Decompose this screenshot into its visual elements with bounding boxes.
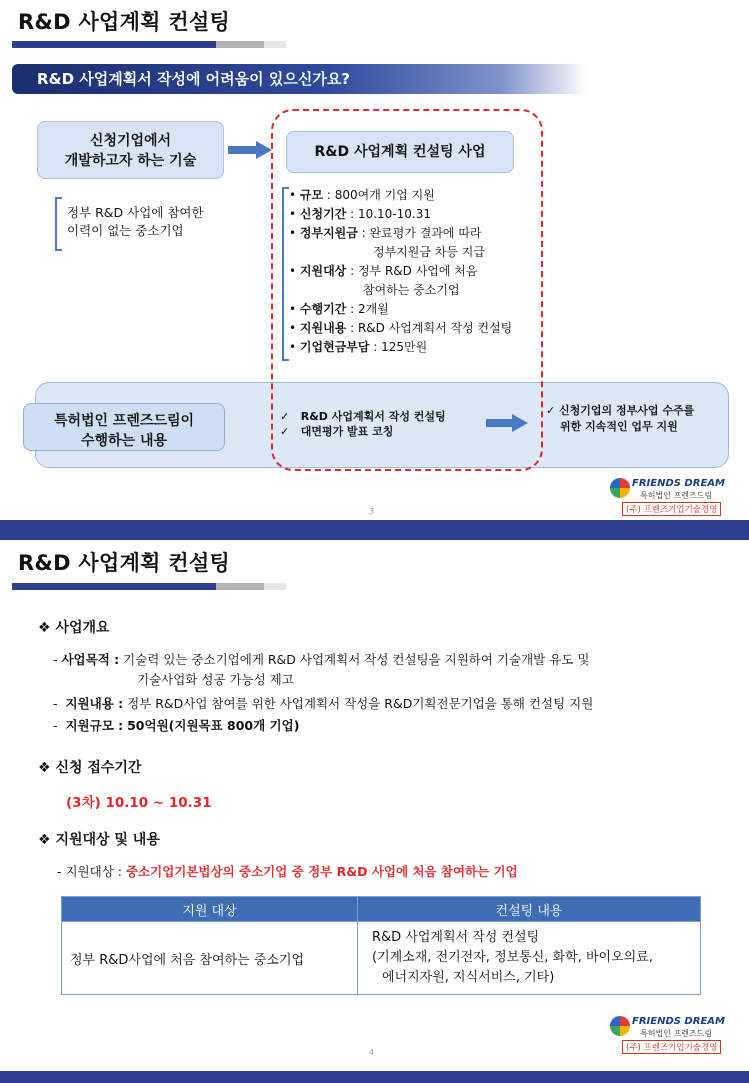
program-detail-label: 기업현금부담 — [299, 340, 370, 354]
question-banner: R&D 사업계획서 작성에 어려움이 있으신가요? — [12, 64, 587, 94]
table-cell-content — [358, 922, 701, 995]
check-icon: ✓ — [280, 425, 301, 438]
section-overview-title: 사업개요 — [55, 620, 110, 636]
content-line3: 에너지자원, 지식서비스, 기타) — [382, 970, 555, 985]
diamond-bullet-icon: ❖ — [38, 760, 56, 776]
program-detail-label: 수행기간 — [299, 302, 347, 316]
friends-dream-logo — [610, 478, 728, 518]
eligibility-note-line2: 이력이 없는 중소기업 — [67, 223, 184, 238]
right-arrow-icon — [486, 414, 528, 432]
title-underline-light — [264, 41, 286, 48]
section-target-title: 지원대상 및 내용 — [55, 832, 160, 848]
logo-mark-icon — [610, 1016, 630, 1036]
bullet-icon: • — [289, 340, 300, 354]
program-detail-label: 신청기간 — [299, 207, 347, 221]
program-detail-label: 지원대상 — [299, 264, 347, 278]
purpose-text: 기술력 있는 중소기업에게 R&D 사업계획서 작성 컨설팅을 지원하여 기술개발 유도 및 — [123, 652, 590, 667]
program-detail-value: : 800여개 기업 지원 — [323, 188, 435, 202]
program-detail-value: : 10.10-10.31 — [346, 207, 431, 221]
logo-company: (주) 프렌즈기업기술경영 — [622, 502, 721, 516]
friends-role-line2: 수행하는 내용 — [80, 433, 168, 449]
purpose-label: 사업목적 : — [61, 652, 120, 667]
details-bracket — [282, 187, 289, 361]
friends-role-box — [23, 403, 225, 451]
bullet-icon: • — [289, 302, 300, 316]
diamond-bullet-icon: ❖ — [38, 832, 56, 848]
program-detail-item — [289, 186, 539, 205]
logo-brand: FRIENDS DREAM — [632, 1016, 725, 1027]
program-detail-label: 규모 — [299, 188, 324, 202]
title-underline-gray — [216, 583, 264, 590]
scale-label: 지원규모 : — [65, 718, 124, 733]
page-number: 4 — [369, 1048, 375, 1057]
slide-3 — [0, 0, 749, 520]
check-item — [280, 424, 446, 439]
table-header-row — [62, 897, 701, 922]
title-underline-light — [264, 583, 286, 590]
table-header: 컨설팅 내용 — [358, 897, 701, 922]
program-detail-value: : 125만원 — [369, 340, 428, 354]
program-detail-item — [289, 205, 539, 224]
check-item — [280, 409, 446, 424]
target-text: 중소기업기본법상의 중소기업 중 정부 R&D 사업에 처음 참여하는 기업 — [125, 864, 518, 879]
check-item-label: 대면평가 발표 코칭 — [300, 425, 394, 438]
section-period — [38, 757, 141, 777]
program-detail-value: : 정부 R&D 사업에 처음 — [346, 264, 478, 278]
bullet-icon: • — [289, 226, 300, 240]
logo-sub: 특허법인 프렌즈드림 — [640, 491, 713, 500]
slide-title: R&D 사업계획 컨설팅 — [18, 551, 231, 575]
eligibility-note-line1: 정부 R&D 사업에 참여한 — [67, 205, 204, 220]
table-cell-target: 정부 R&D사업에 처음 참여하는 중소기업 — [62, 922, 358, 995]
support-row: - 지원내용 : 정부 R&D사업 참여를 위한 사업계획서 작성을 R&D기획전문기업을 통해 컨설팅 지원 — [53, 696, 594, 711]
bullet-icon: • — [289, 188, 300, 202]
title-underline — [12, 583, 216, 590]
check-icon: ✓ — [546, 404, 560, 417]
section-period-title: 신청 접수기간 — [55, 760, 142, 776]
check-item-label: R&D 사업계획서 작성 컨설팅 — [300, 410, 446, 423]
applicant-tech-line2: 개발하고자 하는 기술 — [64, 153, 197, 169]
purpose-row: - 사업목적 : 기술력 있는 중소기업에게 R&D 사업계획서 작성 컨설팅을 지원하여 기술개발 유도 및 — [53, 652, 590, 667]
right-arrow-icon — [228, 141, 272, 159]
logo-brand: FRIENDS DREAM — [632, 478, 725, 489]
support-table — [61, 896, 701, 995]
scale-row: - 지원규모 : 50억원(지원목표 800개 기업) — [53, 718, 300, 733]
ongoing-support-note — [546, 403, 694, 435]
bullet-icon: • — [289, 207, 300, 221]
friends-dream-logo — [610, 1016, 728, 1056]
program-detail-continuation: 정부지원금 차등 지급 — [373, 245, 485, 259]
support-label: 지원내용 : — [65, 696, 124, 711]
note-bracket — [55, 197, 62, 251]
program-detail-item — [289, 319, 539, 338]
purpose-text-cont: 기술사업화 성공 가능성 제고 — [137, 672, 294, 687]
title-underline — [12, 41, 216, 48]
overview-body — [53, 650, 743, 736]
result-line1: 신청기업의 정부사업 수주를 — [559, 404, 695, 417]
program-detail-label: 정부지원금 — [299, 226, 358, 240]
footer-bar — [0, 1071, 749, 1083]
table-header: 지원 대상 — [62, 897, 358, 922]
section-target — [38, 829, 160, 849]
slide-separator — [0, 520, 749, 540]
content-line1: R&D 사업계획서 작성 컨설팅 — [372, 930, 540, 945]
consulting-program-title: R&D 사업계획 컨설팅 사업 — [286, 131, 514, 173]
program-detail-item — [289, 224, 539, 243]
service-checklist — [280, 409, 446, 439]
program-detail-label: 지원내용 — [299, 321, 347, 335]
eligibility-note — [67, 204, 204, 240]
target-row — [57, 862, 518, 880]
bullet-icon: • — [289, 264, 300, 278]
slide-4 — [0, 540, 749, 1083]
program-details — [289, 186, 539, 357]
title-underline-gray — [216, 41, 264, 48]
logo-company: (주) 프렌즈기업기술경영 — [622, 1040, 721, 1054]
logo-sub: 특허법인 프렌즈드림 — [640, 1029, 713, 1038]
logo-mark-icon — [610, 478, 630, 498]
application-period: (3차) 10.10 ~ 10.31 — [66, 795, 212, 811]
program-detail-value: : 완료평가 결과에 따라 — [357, 226, 482, 240]
bullet-icon: • — [289, 321, 300, 335]
target-label: - 지원대상 : — [57, 864, 122, 879]
program-detail-value: : R&D 사업계획서 작성 컨설팅 — [346, 321, 513, 335]
program-detail-item — [289, 262, 539, 281]
applicant-tech-box — [37, 121, 224, 179]
section-overview — [38, 617, 110, 637]
program-detail-value: : 2개월 — [346, 302, 389, 316]
scale-text: 50억원(지원목표 800개 기업) — [127, 718, 300, 733]
result-line2: 위한 지속적인 업무 지원 — [560, 420, 678, 433]
diamond-bullet-icon: ❖ — [38, 620, 56, 636]
program-detail-item — [289, 300, 539, 319]
content-line2: (기계소재, 전기전자, 정보통신, 화학, 바이오의료, — [372, 950, 653, 965]
slide-title: R&D 사업계획 컨설팅 — [18, 10, 231, 34]
support-text: 정부 R&D사업 참여를 위한 사업계획서 작성을 R&D기획전문기업을 통해 컨설팅 지원 — [127, 696, 594, 711]
check-icon: ✓ — [280, 410, 301, 423]
page-number: 3 — [369, 507, 375, 516]
applicant-tech-line1: 신청기업에서 — [89, 133, 172, 149]
table-row — [62, 922, 701, 995]
program-detail-continuation: 참여하는 중소기업 — [363, 283, 460, 297]
friends-role-line1: 특허법인 프렌즈드림이 — [53, 413, 195, 429]
program-detail-item — [289, 338, 539, 357]
